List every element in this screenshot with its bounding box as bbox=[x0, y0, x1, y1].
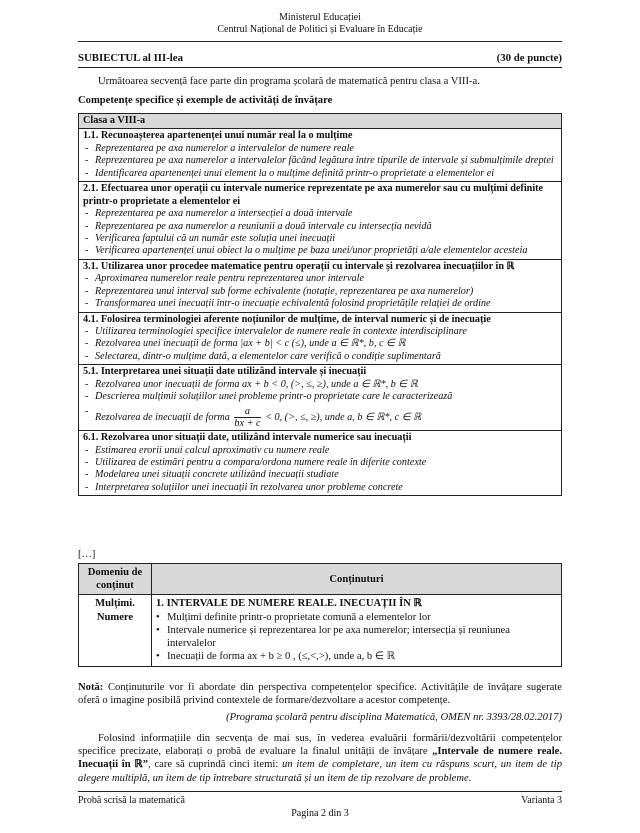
math-expression: |ax + b| < c (≤), unde a ∈ ℝ*, b, c ∈ ℝ bbox=[240, 338, 406, 350]
list-item: - Utilizarea de estimări pentru a compara/ordona numere reale în diferite contexte bbox=[83, 457, 557, 469]
math-expression: ax + b < 0, (>, ≤, ≥), unde a ∈ ℝ*, b ∈ ℝ bbox=[242, 378, 418, 390]
domain-cell: Mulțimi. Numere bbox=[79, 595, 152, 666]
section-title: 1.1. Recunoașterea apartenenței unui număr real la o mulțime bbox=[83, 130, 353, 142]
header-ministry: Ministerul Educației bbox=[279, 12, 361, 23]
list-item: - Verificarea faptului că un număr este soluția unei inecuații bbox=[83, 233, 557, 245]
list-item: - Reprezentarea pe axa numerelor a intervalelor făcând legătura între tipurile de intervale și submulțimile dreptei bbox=[83, 155, 557, 167]
task-text bbox=[78, 732, 562, 785]
section-2-1 bbox=[79, 182, 562, 260]
list-item: • Intervale numerice și reprezentarea lor pe axa numerelor; intersecția și reuniunea intervalelor bbox=[156, 624, 557, 650]
note-label: Notă: bbox=[78, 682, 104, 693]
competences-heading: Competențe specifice și exemple de activități de învățare bbox=[78, 95, 333, 106]
section-title: 4.1. Folosirea terminologiei aferente noțiunilor de mulțime, de interval numeric și de inecuație bbox=[83, 313, 491, 325]
contents-cell bbox=[152, 595, 562, 666]
list-item-math bbox=[83, 338, 557, 350]
list-item: - Estimarea erorii unui calcul aproximativ cu numere reale bbox=[83, 445, 557, 457]
section-1-1 bbox=[79, 129, 562, 182]
page-number: Pagina 2 din 3 bbox=[291, 808, 349, 819]
head-domain: Domeniu de conținut bbox=[79, 564, 152, 595]
task-part2: , care să cuprindă cinci itemi: bbox=[148, 759, 283, 771]
section-title: 3.1. Utilizarea unor procedee matematice pentru operații cu intervale și rezolvarea inecuațiilor în ℝ bbox=[83, 260, 515, 272]
list-item: - Verificarea apartenenței unui obiect la o mulțime pe baza unei/unor proprietăți a/ale elementelor acesteia bbox=[83, 245, 557, 257]
note-text: Conținuturile vor fi abordate din perspectiva competențelor specifice. Activitățile de învățare sugerate oferă o imagine posibilă privind contextele de formare/dezvoltare a acestor competențe. bbox=[78, 682, 562, 707]
section-6-1 bbox=[79, 431, 562, 496]
list-item: - Utilizarea terminologiei specifice intervalelor de numere reale în contexte interdisciplinare bbox=[83, 326, 557, 338]
domain-table bbox=[78, 563, 562, 667]
section-title: 5.1. Interpretarea unei situații date utilizând intervale și inecuații bbox=[83, 366, 367, 378]
footer-right: Varianta 3 bbox=[521, 795, 562, 806]
source-citation: (Programa școlară pentru disciplina Matematică, OMEN nr. 3393/28.02.2017) bbox=[226, 712, 562, 723]
list-item-math bbox=[83, 404, 557, 429]
list-item: • Inecuații de forma ax + b ≥ 0 , (≤,<,>), unde a, b ∈ ℝ bbox=[156, 650, 557, 663]
item-prefix: Rezolvarea unei inecuații de forma bbox=[95, 338, 238, 350]
item-prefix: Rezolvarea de inecuații de forma bbox=[95, 411, 230, 423]
section-5-1 bbox=[79, 365, 562, 431]
list-item: • Mulțimi definite printr-o proprietate comună a elementelor lor bbox=[156, 611, 557, 624]
fraction-denominator: bx + c bbox=[234, 417, 261, 429]
list-item-math bbox=[83, 379, 557, 391]
task-part1: Folosind informațiile din secvența de mai sus, în vederea evaluării formării/dezvoltării competențelor specifice precizate, elaborați o probă de evaluare la finalul unității de învățare bbox=[78, 733, 562, 758]
subject-heading bbox=[78, 52, 562, 65]
list-item: - Descrierea mulțimii soluțiilor unei probleme printr-o proprietate care le caracterizează bbox=[83, 391, 557, 403]
footer-left: Probă scrisă la matematică bbox=[78, 795, 185, 806]
section-title: 2.1. Efectuarea unor operații cu intervale numerice reprezentate pe axa numerelor sau cu mulțimi definite printr-o proprietate a elementelor ei bbox=[83, 183, 544, 207]
contents-title: 1. INTERVALE DE NUMERE REALE. INECUAȚII ÎN ℝ bbox=[156, 598, 422, 610]
list-item: - Reprezentarea unui interval sub forme echivalente (notație, reprezentarea pe axa numerelor) bbox=[83, 286, 557, 298]
task-unit-title: „Intervale de numere reale. Inecuații în ℝ” bbox=[78, 746, 562, 771]
head-contents: Conținuturi bbox=[152, 564, 562, 595]
note bbox=[78, 681, 562, 707]
subject-rule bbox=[78, 67, 562, 68]
list-item: - Reprezentarea pe axa numerelor a reuniunii a două intervale cu intersecția nevidă bbox=[83, 221, 557, 233]
list-item: - Selectarea, dintr-o mulțime dată, a elementelor care verifică o condiție suplimentară bbox=[83, 351, 557, 363]
list-item: - Identificarea apartenenței unui element la o mulțime definită printr-o proprietate a elementelor ei bbox=[83, 168, 557, 180]
competences-table bbox=[78, 113, 562, 496]
subject-title: SUBIECTUL al III-lea bbox=[78, 52, 183, 64]
task-items: un item de completare, un item cu răspuns scurt, un item de tip alegere multiplă, un item de tip întrebare structurată și un item de tip rezolvare de probleme. bbox=[78, 759, 562, 784]
fraction bbox=[234, 406, 260, 429]
section-4-1 bbox=[79, 312, 562, 365]
header-rule bbox=[78, 41, 562, 42]
header-center: Centrul Național de Politici și Evaluare în Educație bbox=[217, 24, 423, 35]
list-item: - Reprezentarea pe axa numerelor a intersecției a două intervale bbox=[83, 208, 557, 220]
subject-points: (30 de puncte) bbox=[496, 52, 562, 64]
list-item: - Modelarea unei situații concrete utilizând inecuații studiate bbox=[83, 469, 557, 481]
section-title: 6.1. Rezolvarea unor situații date, utilizând intervale numerice sau inecuații bbox=[83, 432, 412, 444]
item-prefix: Rezolvarea unor inecuații de forma bbox=[95, 378, 240, 390]
fraction-numerator: a bbox=[234, 406, 260, 418]
section-3-1 bbox=[79, 259, 562, 312]
list-item: - Aproximarea numerelor reale pentru reprezentarea unor intervale bbox=[83, 273, 557, 285]
ellipsis: […] bbox=[78, 549, 96, 560]
list-item: - Reprezentarea pe axa numerelor a intervalelor de numere reale bbox=[83, 143, 557, 155]
list-item: - Transformarea unei inecuații într-o inecuație echivalentă folosind proprietățile relației de ordine bbox=[83, 298, 557, 310]
class-label: Clasa a VIII-a bbox=[79, 114, 562, 129]
intro-text: Următoarea secvență face parte din programa școlară de matematică pentru clasa a VIII-a. bbox=[98, 76, 480, 87]
footer-rule bbox=[78, 791, 562, 792]
math-expression: < 0, (>, ≤, ≥), unde a, b ∈ ℝ*, c ∈ ℝ bbox=[265, 411, 422, 423]
list-item: - Interpretarea soluțiilor unei inecuații în rezolvarea unor probleme concrete bbox=[83, 482, 557, 494]
